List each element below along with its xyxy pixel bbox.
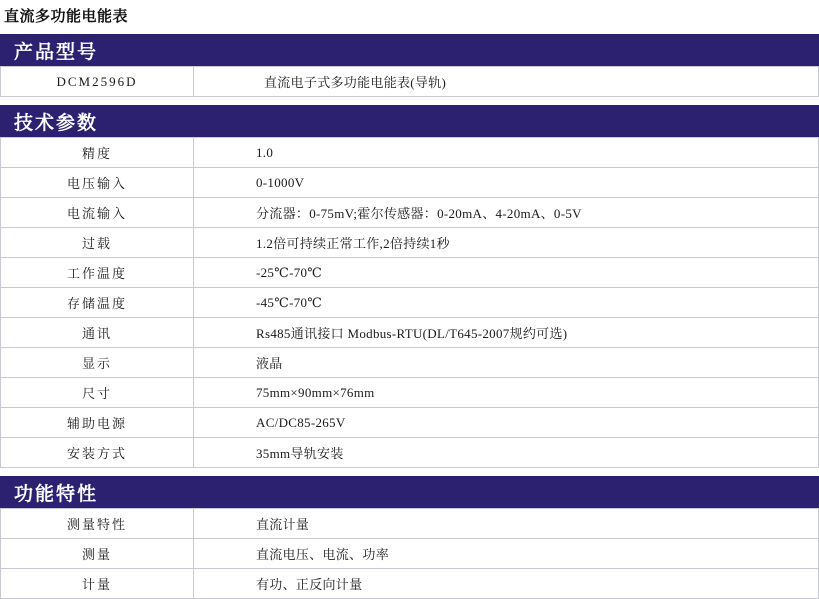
- row-value: 液晶: [194, 348, 819, 378]
- table-row: [1, 509, 819, 539]
- row-value: 1.0: [194, 138, 819, 168]
- table-row: [1, 228, 819, 258]
- row-label: 测量: [1, 539, 194, 569]
- section-header-features: 功能特性: [0, 476, 819, 508]
- row-label: 工作温度: [1, 258, 194, 288]
- row-value: AC/DC85-265V: [194, 408, 819, 438]
- row-value: 直流计量: [194, 509, 819, 539]
- row-value: 有功、正反向计量: [194, 569, 819, 599]
- row-value: 35mm导轨安装: [194, 438, 819, 468]
- section-header-technical-parameters: 技术参数: [0, 105, 819, 137]
- row-label: 电流输入: [1, 198, 194, 228]
- row-value: 75mm×90mm×76mm: [194, 378, 819, 408]
- row-label: 安装方式: [1, 438, 194, 468]
- table-row: [1, 569, 819, 599]
- row-label: 计量: [1, 569, 194, 599]
- table-row: [1, 198, 819, 228]
- section-product-model: [0, 34, 819, 97]
- section-technical-parameters: [0, 105, 819, 468]
- row-label: 电压输入: [1, 168, 194, 198]
- row-label: 通讯: [1, 318, 194, 348]
- table-row: [1, 539, 819, 569]
- row-label: 测量特性: [1, 509, 194, 539]
- table-row: [1, 408, 819, 438]
- row-label: DCM2596D: [1, 67, 194, 97]
- section-header-product-model: 产品型号: [0, 34, 819, 66]
- table-row: [1, 378, 819, 408]
- table-row: [1, 318, 819, 348]
- row-value: 1.2倍可持续正常工作,2倍持续1秒: [194, 228, 819, 258]
- row-value: 0-1000V: [194, 168, 819, 198]
- table-row: [1, 168, 819, 198]
- row-value: Rs485通讯接口 Modbus-RTU(DL/T645-2007规约可选): [194, 318, 819, 348]
- table-row: [1, 348, 819, 378]
- table-row: [1, 438, 819, 468]
- row-value: -45℃-70℃: [194, 288, 819, 318]
- page-title: 直流多功能电能表: [4, 8, 129, 25]
- row-label: 显示: [1, 348, 194, 378]
- row-label: 尺寸: [1, 378, 194, 408]
- features-table: [0, 508, 819, 599]
- row-value: 直流电压、电流、功率: [194, 539, 819, 569]
- table-row: [1, 67, 819, 97]
- product-model-table: [0, 66, 819, 97]
- row-label: 精度: [1, 138, 194, 168]
- section-features: [0, 476, 819, 599]
- row-label: 辅助电源: [1, 408, 194, 438]
- table-row: [1, 258, 819, 288]
- table-row: [1, 138, 819, 168]
- row-label: 存储温度: [1, 288, 194, 318]
- row-label: 过载: [1, 228, 194, 258]
- row-value: 分流器：0-75mV;霍尔传感器：0-20mA、4-20mA、0-5V: [194, 198, 819, 228]
- table-row: [1, 288, 819, 318]
- technical-parameters-table: [0, 137, 819, 468]
- row-value: 直流电子式多功能电能表(导轨): [194, 67, 819, 97]
- row-value: -25℃-70℃: [194, 258, 819, 288]
